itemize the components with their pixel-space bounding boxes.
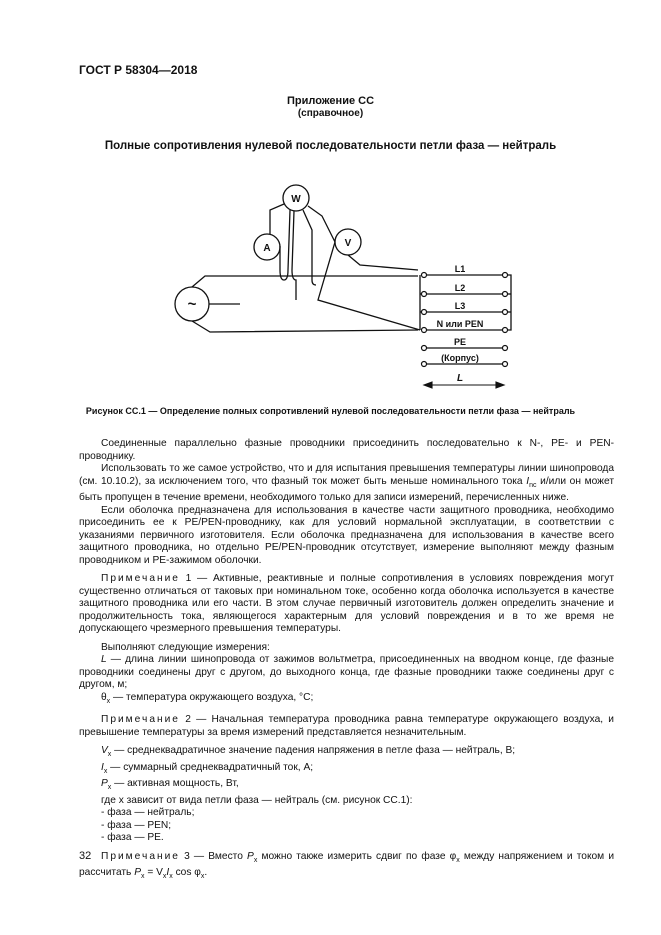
- definition-px: $P_x$ — активная мощность, Вт,: [101, 778, 239, 792]
- note-1: Примечание 1 — Активные, реактивные и полные сопротивления в условиях повреждения могут существенно отличаться от таковых при номинальном токе, особенно когда оболочка используется в качестве защитного проводника или его части. В этом случае первичный изготовитель должен определить значение и продолжительность тока, являющегося характерным для условий повреждения и в то же время не допускающего чрезмерного превышения температуры.: [79, 573, 614, 635]
- paragraph: Выполняют следующие измерения:: [101, 641, 270, 653]
- appendix-type: (справочное): [297, 108, 364, 119]
- source-label: ~: [187, 296, 197, 313]
- length-label: L: [456, 373, 464, 384]
- meter-a-label: A: [263, 243, 271, 254]
- standard-header: ГОСТ Р 58304—2018: [79, 63, 198, 77]
- label-l1: L1: [454, 264, 466, 274]
- paragraph: Соединенные параллельно фазные проводники присоединить последовательно к N-, PE- и PEN-проводнику.: [79, 438, 614, 462]
- list-item: - фаза — нейтраль;: [101, 807, 195, 819]
- appendix-title: Приложение СС: [286, 95, 375, 107]
- definition-vx: $V_x$ — среднеквадратичное значение падения напряжения в петле фаза — нейтраль, В;: [101, 745, 516, 759]
- meter-v-label: V: [344, 238, 352, 249]
- definition-l: L — длина линии шинопровода от зажимов вольтметра, присоединенных на вводном конце, где фазные проводники соединены друг с другом, до выходного конца, где фазные проводники также соединены друг с другом, м;: [79, 654, 614, 691]
- section-title: Полные сопротивления нулевой последовательности петли фаза — нейтраль: [104, 140, 557, 152]
- label-n-pen: N или PEN: [436, 319, 484, 329]
- paragraph: Если оболочка предназначена для использования в качестве части защитного проводника, необходимо присоединить ее к PE/PEN-проводнику, как для условий нормальной эксплуатации, в соответствии с указаниями первичного изготовителя. Если оболочка предназначена для использования в качестве всего защитного проводника, но отдельно PE/PEN-проводник отсутствует, измерение выполняют между фазным проводником и PE-зажимом оболочки.: [79, 504, 614, 566]
- label-housing: (Корпус): [441, 353, 479, 363]
- figure-caption: Рисунок СС.1 — Определение полных сопротивлений нулевой последовательности петли фаза — нейтраль: [85, 406, 576, 416]
- list-item: - фаза — PEN;: [101, 819, 172, 831]
- label-pe: PE: [453, 337, 467, 347]
- paragraph: где x зависит от вида петли фаза — нейтраль (см. рисунок СС.1):: [101, 794, 413, 806]
- circuit-diagram: [0, 0, 661, 400]
- definition-theta: $\theta_x$ — температура окружающего воздуха, °С;: [101, 691, 314, 705]
- meter-w-label: W: [291, 194, 301, 205]
- note-2: Примечание 2 — Начальная температура проводника равна температуре окружающего воздуха, и превышение температуры за время измерений представляется незначительным.: [79, 714, 614, 738]
- page-number: 32: [79, 850, 92, 862]
- note-3: Примечание 3 — Вместо $P_x$ можно также измерить сдвиг по фазе $\varphi_x$ между напряжением и током и рассчитать $P_x = V_xI_x$ $\cos \varphi_x$.: [79, 850, 615, 881]
- paragraph: Использовать то же самое устройство, что и для испытания превышения температуры линии шинопровода (см. 10.10.2), за исключением того, что фазный ток может быть меньше номинального тока $I_{nc}$ и/или он может быть пропущен в течение времени, необходимого только для записи измерений, перечисленных ниже.: [79, 463, 614, 504]
- label-l2: L2: [454, 283, 466, 293]
- definition-ix: $I_x$ — суммарный среднеквадратичный ток, А;: [101, 761, 314, 775]
- body-text: [79, 438, 614, 884]
- label-l3: L3: [454, 301, 466, 311]
- list-item: - фаза — PE.: [101, 832, 164, 844]
